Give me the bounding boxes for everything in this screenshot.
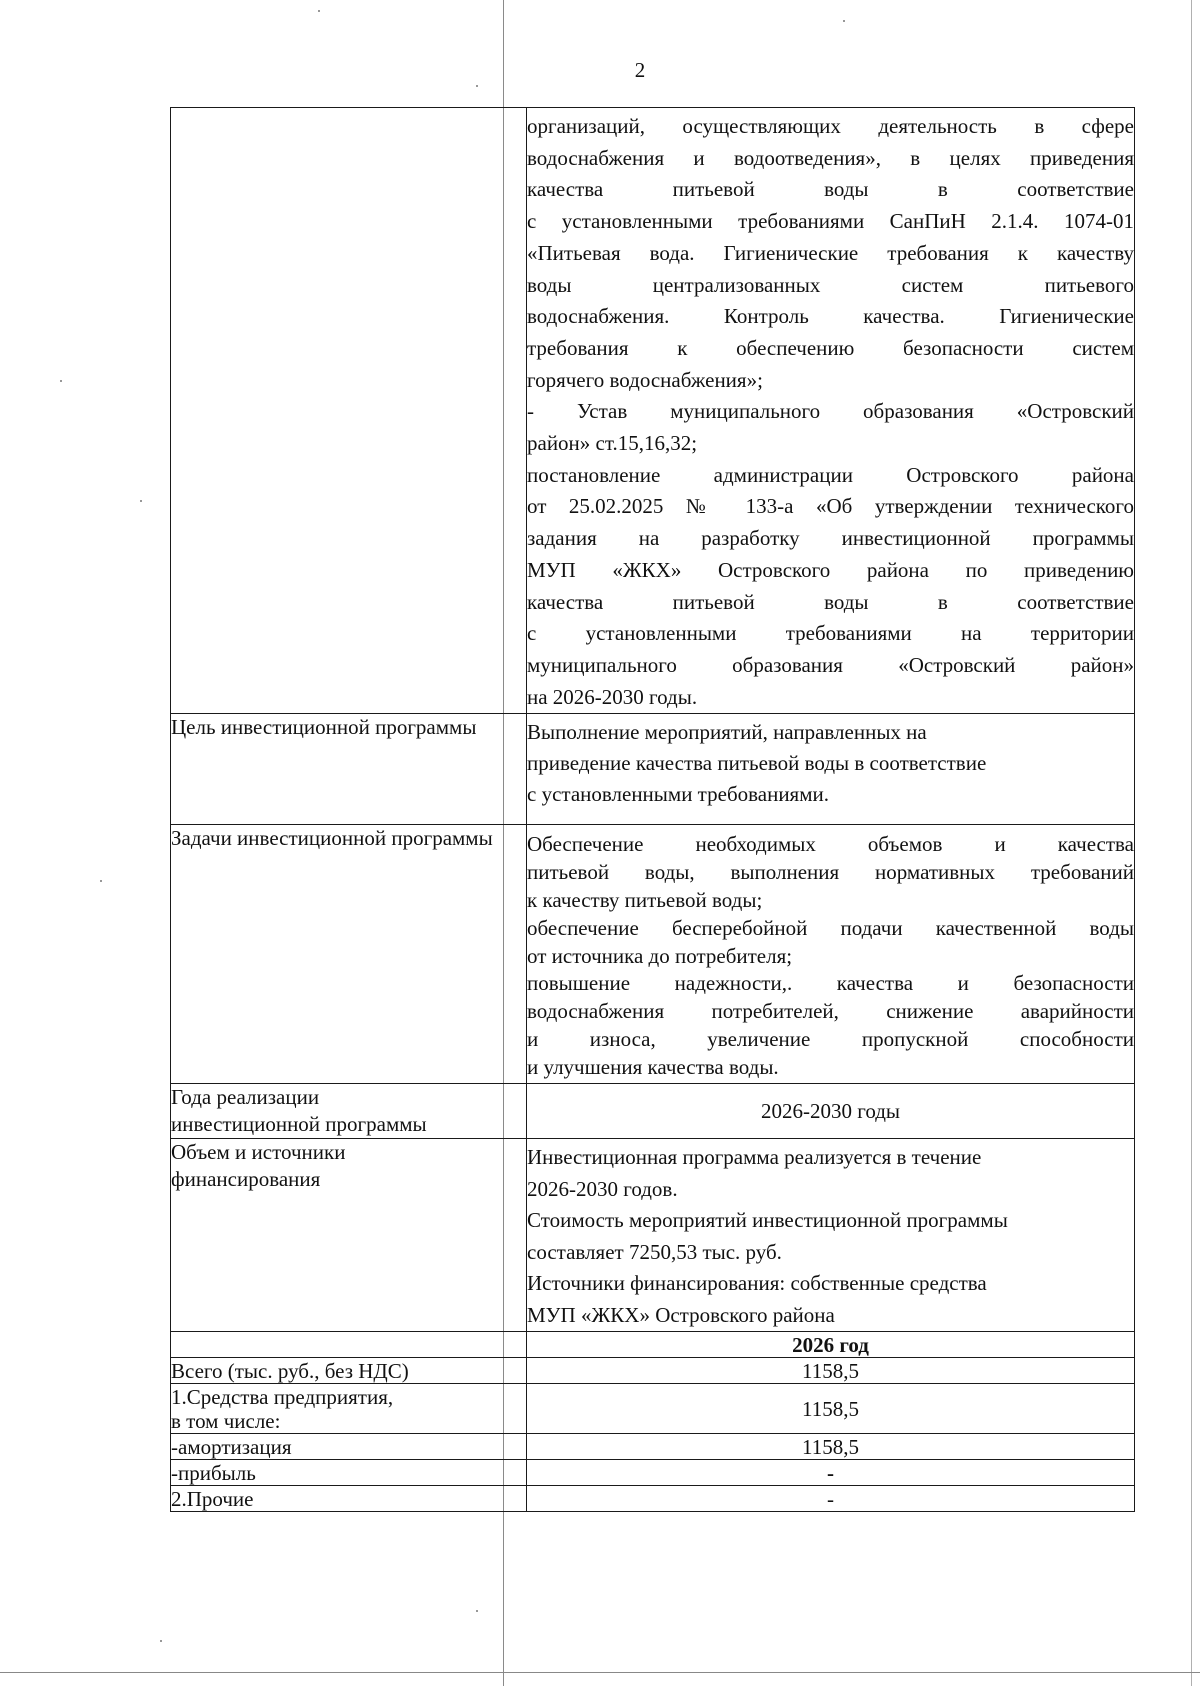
legal-line: организаций, осуществляющих деятельность в сфере <box>527 114 1134 138</box>
legal-line: - Устав муниципального образования «Островский <box>527 399 1134 424</box>
finance-row-label: -амортизация <box>171 1434 527 1460</box>
legal-basis-row <box>171 108 1135 714</box>
years-label-cell <box>171 1084 527 1139</box>
finance-row-value: - <box>527 1460 1135 1486</box>
scan-speck <box>100 880 102 882</box>
goal-line: Выполнение мероприятий, направленных на <box>527 720 927 745</box>
finance-row-value: 1158,5 <box>527 1384 1135 1434</box>
years-label-line2: инвестиционной программы <box>171 1112 427 1137</box>
finance-row-value: - <box>527 1486 1135 1512</box>
tasks-value-cell <box>527 825 1135 1084</box>
legal-basis-label-cell <box>171 108 527 714</box>
tasks-line: обеспечение бесперебойной подачи качественной воды <box>527 915 1134 940</box>
legal-line: с установленными требованиями на территории <box>527 621 1134 646</box>
finance-row-label: Всего (тыс. руб., без НДС) <box>171 1358 527 1384</box>
finance-row-value: 1158,5 <box>527 1358 1135 1384</box>
tasks-line: водоснабжения потребителей, снижение аварийности <box>527 999 1134 1024</box>
years-label-line1: Года реализации <box>171 1085 320 1110</box>
legal-line: на 2026-2030 годы. <box>527 684 698 709</box>
financing-line: Стоимость мероприятий инвестиционной программы <box>527 1208 1008 1233</box>
page-number: 2 <box>634 58 646 82</box>
scan-speck <box>318 10 320 12</box>
scan-speck <box>60 380 62 382</box>
finance-row-enterprise <box>171 1384 1135 1434</box>
years-value: 2026-2030 годы <box>527 1084 1135 1139</box>
financing-label-cell <box>171 1139 527 1332</box>
tasks-label: Задачи инвестиционной программы <box>171 825 527 1084</box>
finance-row-label: -прибыль <box>171 1460 527 1486</box>
legal-line: качества питьевой воды в соответствие <box>527 177 1134 202</box>
finance-row-other <box>171 1486 1135 1512</box>
finance-row-total <box>171 1358 1135 1384</box>
legal-basis-value-cell <box>527 108 1135 714</box>
tasks-line: и улучшения качества воды. <box>527 1054 779 1079</box>
financing-line: Инвестиционная программа реализуется в течение <box>527 1145 982 1170</box>
scan-speck <box>476 85 478 87</box>
legal-line: качества питьевой воды в соответствие <box>527 589 1134 614</box>
legal-line: район» ст.15,16,32; <box>527 431 698 456</box>
tasks-line: Обеспечение необходимых объемов и качества <box>527 832 1134 857</box>
scan-edge-bottom <box>0 1672 1200 1673</box>
tasks-line: питьевой воды, выполнения нормативных требований <box>527 860 1134 885</box>
financing-line: составляет 7250,53 тыс. руб. <box>527 1239 782 1264</box>
financing-label-line1: Объем и источники <box>171 1140 346 1165</box>
legal-line: водоснабжения. Контроль качества. Гигиенические <box>527 304 1134 329</box>
financing-label-line2: финансирования <box>171 1167 321 1192</box>
financing-line: Источники финансирования: собственные средства <box>527 1271 987 1296</box>
financing-line: 2026-2030 годов. <box>527 1176 678 1201</box>
goal-line: с установленными требованиями. <box>527 782 829 807</box>
scan-edge-right <box>1191 0 1192 1686</box>
legal-line: требования к обеспечению безопасности систем <box>527 335 1134 360</box>
finance-year-header: 2026 год <box>527 1332 1135 1358</box>
tasks-line: и износа, увеличение пропускной способности <box>527 1026 1134 1051</box>
finance-row-value: 1158,5 <box>527 1434 1135 1460</box>
legal-line: МУП «ЖКХ» Островского района по приведению <box>527 557 1134 582</box>
goal-row <box>171 714 1135 825</box>
tasks-line: к качеству питьевой воды; <box>527 887 763 912</box>
finance-row-label: 2.Прочие <box>171 1486 527 1512</box>
tasks-row <box>171 825 1135 1084</box>
legal-line: постановление администрации Островского района <box>527 462 1134 487</box>
goal-label: Цель инвестиционной программы <box>171 714 527 825</box>
scan-speck <box>140 500 142 502</box>
financing-row <box>171 1139 1135 1332</box>
scan-speck <box>160 1640 162 1642</box>
legal-line: с установленными требованиями СанПиН 2.1.4. 1074-01 <box>527 209 1134 234</box>
finance-row-label-sub: в том числе: <box>171 1409 281 1434</box>
legal-line: водоснабжения и водоотведения», в целях приведения <box>527 145 1134 170</box>
finance-row-amortization <box>171 1434 1135 1460</box>
legal-line: воды централизованных систем питьевого <box>527 272 1134 297</box>
legal-line: от 25.02.2025 № 133-а «Об утверждении технического <box>527 494 1134 519</box>
legal-line: горячего водоснабжения»; <box>527 367 763 392</box>
finance-row-label-cell <box>171 1384 527 1434</box>
finance-row-profit <box>171 1460 1135 1486</box>
scan-speck <box>843 20 845 22</box>
legal-line: задания на разработку инвестиционной программы <box>527 526 1134 551</box>
scan-speck <box>476 1610 478 1612</box>
legal-line: муниципального образования «Островский район» <box>527 652 1134 677</box>
tasks-line: от источника до потребителя; <box>527 943 793 968</box>
years-row <box>171 1084 1135 1139</box>
finance-header-label-cell <box>171 1332 527 1358</box>
finance-header-row <box>171 1332 1135 1358</box>
legal-line: «Питьевая вода. Гигиенические требования к качеству <box>527 240 1134 265</box>
financing-value-cell <box>527 1139 1135 1332</box>
tasks-line: повышение надежности,. качества и безопасности <box>527 971 1134 996</box>
financing-line: МУП «ЖКХ» Островского района <box>527 1302 835 1327</box>
goal-value-cell <box>527 714 1135 825</box>
passport-table <box>170 107 1135 1512</box>
goal-line: приведение качества питьевой воды в соответствие <box>527 751 987 776</box>
finance-row-label: 1.Средства предприятия, <box>171 1385 394 1410</box>
